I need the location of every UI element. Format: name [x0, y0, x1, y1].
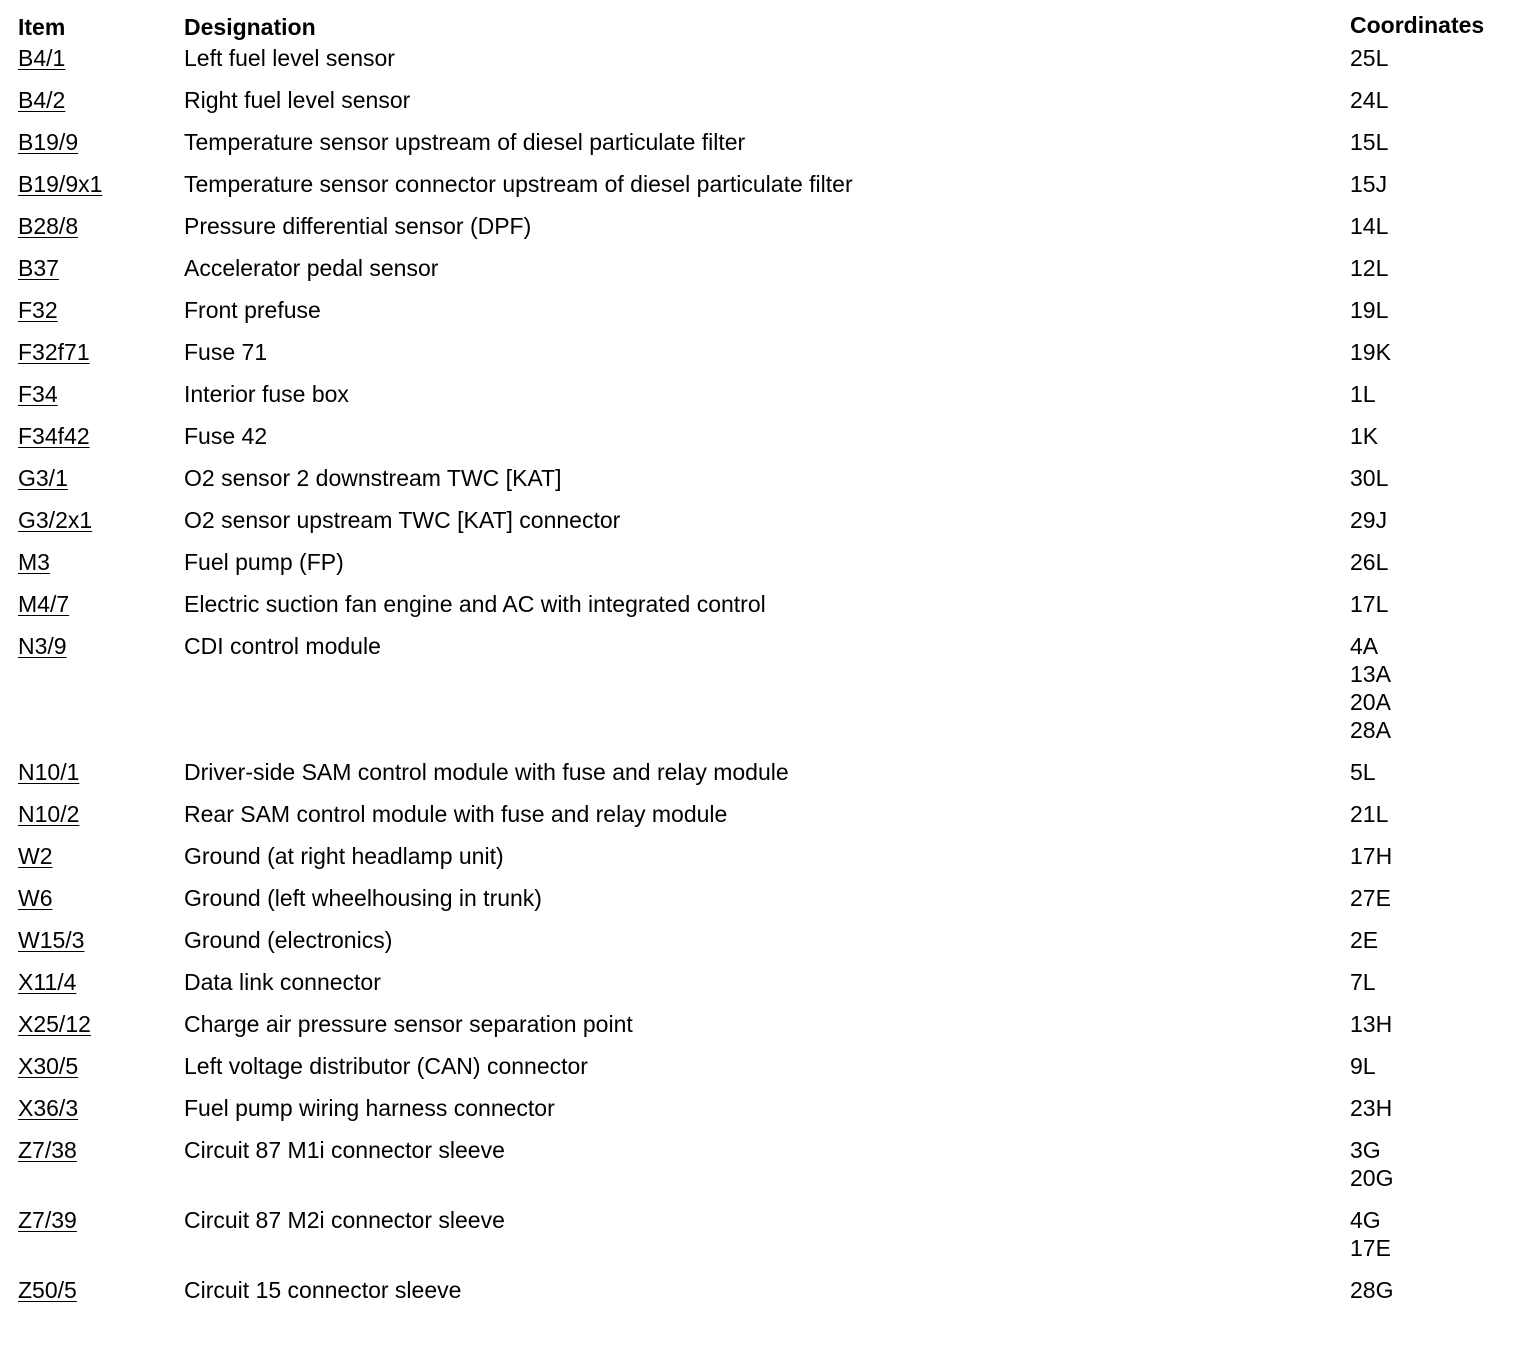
coordinates-cell [1350, 590, 1528, 618]
designation-cell: Left fuel level sensor [184, 45, 395, 71]
table-row [18, 576, 1528, 618]
coordinate-value: 17L [1350, 591, 1389, 617]
designation-cell: Rear SAM control module with fuse and relay module [184, 801, 728, 827]
designation-cell: O2 sensor 2 downstream TWC [KAT] [184, 465, 562, 491]
coordinate-value: 28A [1350, 717, 1391, 743]
coordinate-value: 27E [1350, 885, 1391, 911]
designation-cell: Electric suction fan engine and AC with integrated control [184, 591, 766, 617]
coordinate-value: 17E [1350, 1235, 1391, 1261]
coordinates-cell [1350, 800, 1528, 828]
table-row [18, 870, 1528, 912]
designation-cell: CDI control module [184, 633, 381, 659]
item-link[interactable]: W2 [18, 843, 53, 869]
coordinates-cell [1350, 1136, 1528, 1192]
table-row [18, 534, 1528, 576]
coordinate-value: 1L [1350, 381, 1376, 407]
designation-cell: Right fuel level sensor [184, 87, 411, 113]
table-header-row [18, 0, 1528, 43]
item-link[interactable]: X25/12 [18, 1011, 91, 1037]
item-cell [18, 380, 184, 408]
item-cell [18, 44, 184, 72]
table-row [18, 618, 1528, 744]
item-cell [18, 758, 184, 786]
item-link[interactable]: X11/4 [18, 969, 77, 995]
table-body [18, 43, 1528, 1304]
designation-cell: Data link connector [184, 969, 381, 995]
item-cell [18, 1094, 184, 1122]
table-row [18, 996, 1528, 1038]
coordinate-value: 20G [1350, 1165, 1394, 1191]
item-link[interactable]: B4/1 [18, 45, 66, 71]
item-link[interactable]: B19/9 [18, 129, 79, 155]
item-cell [18, 884, 184, 912]
table-row [18, 828, 1528, 870]
table-row [18, 282, 1528, 324]
item-cell [18, 212, 184, 240]
coordinates-cell [1350, 1276, 1528, 1304]
designation-cell: Pressure differential sensor (DPF) [184, 213, 532, 239]
item-cell [18, 296, 184, 324]
coordinate-value: 15L [1350, 129, 1389, 155]
coordinate-value: 15J [1350, 171, 1388, 197]
designation-cell: Accelerator pedal sensor [184, 255, 439, 281]
coordinates-cell [1350, 1206, 1528, 1262]
item-link[interactable]: W6 [18, 885, 53, 911]
coordinates-cell [1350, 212, 1528, 240]
item-link[interactable]: N3/9 [18, 633, 67, 659]
coordinate-value: 26L [1350, 549, 1389, 575]
coordinate-value: 19K [1350, 339, 1391, 365]
item-cell [18, 548, 184, 576]
item-cell [18, 590, 184, 618]
item-cell [18, 254, 184, 282]
item-cell [18, 338, 184, 366]
coordinate-value: 2E [1350, 927, 1379, 953]
item-link[interactable]: N10/1 [18, 759, 80, 785]
coordinate-value: 17H [1350, 843, 1393, 869]
item-link[interactable]: Z7/39 [18, 1207, 77, 1233]
item-link[interactable]: Z7/38 [18, 1137, 77, 1163]
item-cell [18, 842, 184, 870]
table-row [18, 72, 1528, 114]
item-link[interactable]: F34f42 [18, 423, 90, 449]
item-link[interactable]: F34 [18, 381, 58, 407]
coordinate-value: 13A [1350, 661, 1391, 687]
coordinate-value: 3G [1350, 1137, 1381, 1163]
coordinate-value: 23H [1350, 1095, 1393, 1121]
item-cell [18, 1136, 184, 1164]
coordinates-cell [1350, 338, 1528, 366]
coordinates-cell [1350, 1094, 1528, 1122]
designation-cell: Temperature sensor connector upstream of diesel particulate filter [184, 171, 853, 197]
designation-cell: Ground (at right headlamp unit) [184, 843, 504, 869]
coordinate-value: 9L [1350, 1053, 1376, 1079]
coordinates-cell [1350, 842, 1528, 870]
designation-cell: Ground (left wheelhousing in trunk) [184, 885, 542, 911]
coordinates-cell [1350, 506, 1528, 534]
item-link[interactable]: X36/3 [18, 1095, 79, 1121]
coordinate-value: 29J [1350, 507, 1388, 533]
table-row [18, 492, 1528, 534]
coordinates-cell [1350, 548, 1528, 576]
item-cell [18, 1276, 184, 1304]
item-link[interactable]: W15/3 [18, 927, 85, 953]
table-row [18, 198, 1528, 240]
coordinates-cell [1350, 254, 1528, 282]
coordinate-value: 12L [1350, 255, 1389, 281]
coordinates-cell [1350, 44, 1528, 72]
table-row [18, 912, 1528, 954]
item-cell [18, 632, 184, 660]
coordinates-cell [1350, 128, 1528, 156]
coordinates-cell [1350, 422, 1528, 450]
coordinates-cell [1350, 380, 1528, 408]
coordinate-value: 30L [1350, 465, 1389, 491]
table-row [18, 114, 1528, 156]
item-link[interactable]: N10/2 [18, 801, 80, 827]
header-coordinates: Coordinates [1350, 12, 1485, 38]
coordinates-cell [1350, 632, 1528, 744]
table-row [18, 240, 1528, 282]
coordinate-value: 19L [1350, 297, 1389, 323]
item-cell [18, 926, 184, 954]
table-row [18, 43, 1528, 72]
item-link[interactable]: B4/2 [18, 87, 66, 113]
item-cell [18, 1206, 184, 1234]
item-link[interactable]: Z50/5 [18, 1277, 77, 1303]
coordinate-value: 24L [1350, 87, 1389, 113]
coordinates-cell [1350, 464, 1528, 492]
coordinate-value: 5L [1350, 759, 1376, 785]
designation-cell: Circuit 87 M2i connector sleeve [184, 1207, 505, 1233]
item-cell [18, 128, 184, 156]
designation-cell: Fuel pump wiring harness connector [184, 1095, 555, 1121]
table-row [18, 1122, 1528, 1192]
item-link[interactable]: M3 [18, 549, 50, 575]
coordinates-cell [1350, 968, 1528, 996]
item-link[interactable]: G3/1 [18, 465, 68, 491]
coordinate-value: 21L [1350, 801, 1389, 827]
designation-cell: Circuit 87 M1i connector sleeve [184, 1137, 505, 1163]
table-row [18, 1080, 1528, 1122]
designation-cell: Interior fuse box [184, 381, 349, 407]
designation-cell: Fuse 71 [184, 339, 268, 365]
item-link[interactable]: B28/8 [18, 213, 79, 239]
coordinates-cell [1350, 1052, 1528, 1080]
coordinate-value: 1K [1350, 423, 1379, 449]
designation-cell: Front prefuse [184, 297, 321, 323]
designation-cell: Fuse 42 [184, 423, 268, 449]
item-cell [18, 506, 184, 534]
coordinates-cell [1350, 296, 1528, 324]
header-item: Item [18, 14, 66, 40]
table-row [18, 324, 1528, 366]
item-link[interactable]: B19/9x1 [18, 171, 103, 197]
coordinate-value: 28G [1350, 1277, 1394, 1303]
coordinate-value: 13H [1350, 1011, 1393, 1037]
table-row [18, 744, 1528, 786]
coordinates-cell [1350, 170, 1528, 198]
item-link[interactable]: X30/5 [18, 1053, 79, 1079]
coordinate-value: 25L [1350, 45, 1389, 71]
item-cell [18, 170, 184, 198]
item-link[interactable]: M4/7 [18, 591, 70, 617]
item-link[interactable]: B37 [18, 255, 59, 281]
coordinate-value: 7L [1350, 969, 1376, 995]
designation-cell: Charge air pressure sensor separation point [184, 1011, 633, 1037]
coordinates-cell [1350, 884, 1528, 912]
designation-cell: Temperature sensor upstream of diesel particulate filter [184, 129, 746, 155]
coordinates-cell [1350, 1010, 1528, 1038]
item-cell [18, 968, 184, 996]
table-row [18, 408, 1528, 450]
designation-cell: Fuel pump (FP) [184, 549, 344, 575]
item-link[interactable]: G3/2x1 [18, 507, 93, 533]
table-row [18, 954, 1528, 996]
table-row [18, 156, 1528, 198]
item-cell [18, 86, 184, 114]
designation-cell: O2 sensor upstream TWC [KAT] connector [184, 507, 621, 533]
coordinates-cell [1350, 758, 1528, 786]
table-row [18, 1262, 1528, 1304]
table-row [18, 786, 1528, 828]
coordinate-value: 4G [1350, 1207, 1381, 1233]
table-row [18, 1038, 1528, 1080]
item-cell [18, 1010, 184, 1038]
designation-cell: Ground (electronics) [184, 927, 393, 953]
item-cell [18, 464, 184, 492]
item-cell [18, 800, 184, 828]
designation-cell: Left voltage distributor (CAN) connector [184, 1053, 588, 1079]
item-cell [18, 1052, 184, 1080]
coordinate-value: 14L [1350, 213, 1389, 239]
item-cell [18, 422, 184, 450]
item-link[interactable]: F32f71 [18, 339, 90, 365]
table-row [18, 366, 1528, 408]
coordinate-value: 20A [1350, 689, 1391, 715]
coordinates-cell [1350, 926, 1528, 954]
table-row [18, 1192, 1528, 1262]
coordinates-cell [1350, 86, 1528, 114]
designation-cell: Circuit 15 connector sleeve [184, 1277, 462, 1303]
coordinate-value: 4A [1350, 633, 1379, 659]
table-row [18, 450, 1528, 492]
item-link[interactable]: F32 [18, 297, 58, 323]
component-legend-table [18, 0, 1528, 1304]
header-designation: Designation [184, 14, 316, 40]
designation-cell: Driver-side SAM control module with fuse and relay module [184, 759, 789, 785]
